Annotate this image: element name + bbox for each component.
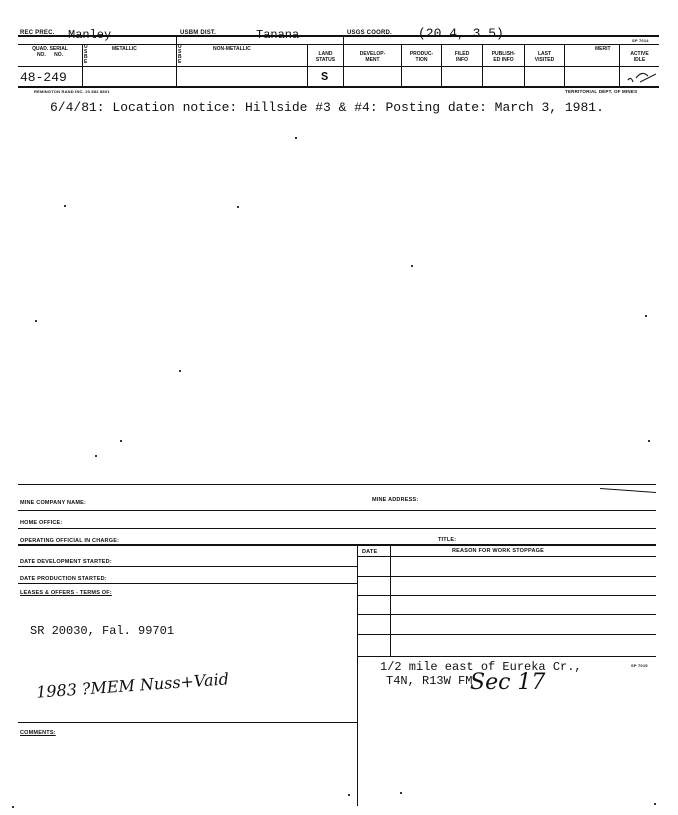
col-merit: MERIT [595, 46, 611, 52]
form-number-bottom: SP 7015 [631, 663, 648, 668]
usbm-dist-label: USBM DIST. [180, 30, 217, 36]
quad-serial-value: 48-249 [20, 70, 67, 85]
location-line-2: T4N, R13W FM [386, 674, 473, 688]
form-number-top: SP 7014 [632, 38, 649, 43]
col-quad-serial: QUAD. SERIAL NO. NO. [32, 46, 68, 58]
reason-column-label: REASON FOR WORK STOPPAGE [452, 548, 544, 554]
location-notice: 6/4/81: Location notice: Hillside #3 & #4: Posting date: March 3, 1981. [50, 100, 604, 115]
usgs-coord-value: (20.4, 3.5) [418, 26, 504, 41]
printer-line: REMINGTON RAND INC. 20 882 8801 [34, 89, 110, 94]
home-office-label: HOME OFFICE: [20, 520, 63, 526]
leases-label: LEASES & OFFERS - TERMS OF: [20, 590, 112, 596]
location-handwriting: Sec 17 [470, 670, 546, 695]
col-last-visited: LAST VISITED [534, 51, 555, 63]
land-status-value: S [321, 70, 329, 84]
territorial-dept: TERRITORIAL DEPT. OF MINES [565, 89, 638, 94]
rec-prec-label: REC PREC. [20, 30, 55, 36]
title-label: TITLE: [438, 537, 457, 543]
operating-official-label: OPERATING OFFICIAL IN CHARGE: [20, 538, 120, 544]
leases-value: SR 20030, Fal. 99701 [30, 624, 175, 638]
mine-address-label: MINE ADDRESS: [372, 497, 419, 503]
date-production-label: DATE PRODUCTION STARTED: [20, 576, 107, 582]
usgs-coord-label: USGS COORD. [347, 30, 392, 36]
col-metallic: METALLIC [112, 46, 137, 52]
col-nonmetallic: NON-METALLIC [213, 46, 251, 52]
mine-company-label: MINE COMPANY NAME: [20, 500, 87, 506]
location-line-1: 1/2 mile east of Eureka Cr., [380, 660, 582, 674]
col-usbe-2: U S B E [178, 44, 182, 65]
usbm-dist-value: Tanana [256, 28, 300, 42]
rec-prec-value: Manley [68, 28, 112, 42]
date-development-label: DATE DEVELOPMENT STARTED: [20, 559, 112, 565]
col-active-idle: ACTIVE IDLE [630, 51, 649, 63]
col-production: PRODUC- TION [409, 51, 434, 63]
col-development: DEVELOP- MENT [359, 51, 386, 63]
hand-mark [626, 68, 662, 86]
col-published-info: PUBLISH- ED INFO [491, 51, 516, 63]
date-column-label: DATE [362, 549, 378, 555]
col-usbe-1: U S B E [84, 44, 88, 65]
hand-note: 1983 ?MEM Nuss+Vaid [35, 669, 230, 702]
comments-label: COMMENTS: [20, 730, 56, 736]
col-land-status: LAND STATUS [315, 51, 336, 63]
col-filed-info: FILED INFO [454, 51, 470, 63]
